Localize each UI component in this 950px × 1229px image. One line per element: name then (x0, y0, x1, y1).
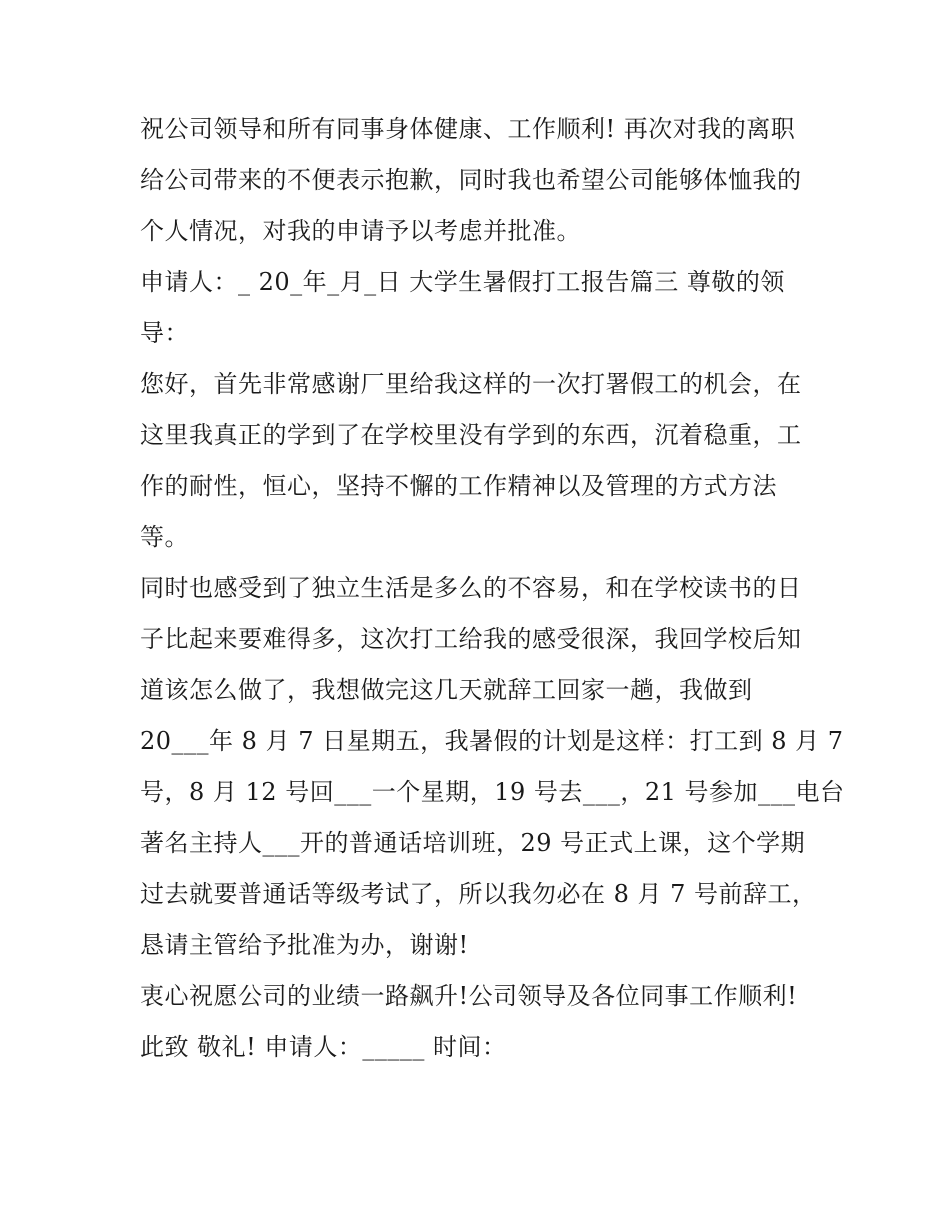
text-line-18: 衷心祝愿公司的业绩一路飙升!公司领导及各位同事工作顺利! (140, 982, 798, 1010)
text-line-14: 号，8 月 12 号回___一个星期，19 号去___，21 号参加___电台 (140, 778, 845, 806)
text-line-2: 给公司带来的不便表示抱歉，同时我也希望公司能够体恤我的 (140, 166, 802, 194)
text-line-13: 20___年 8 月 7 日星期五，我暑假的计划是这样：打工到 8 月 7 (140, 727, 844, 755)
text-line-3: 个人情况，对我的申请予以考虑并批准。 (140, 217, 581, 245)
text-line-11: 子比起来要难得多，这次打工给我的感受很深，我回学校后知 (140, 625, 802, 653)
text-line-8: 作的耐性，恒心，坚持不懈的工作精神以及管理的方式方法 (140, 472, 777, 500)
text-line-9: 等。 (140, 523, 189, 551)
text-line-5: 导： (140, 319, 189, 347)
text-line-7: 这里我真正的学到了在学校里没有学到的东西，沉着稳重，工 (140, 421, 802, 449)
text-line-6: 您好，首先非常感谢厂里给我这样的一次打署假工的机会，在 (140, 370, 802, 398)
text-line-15: 著名主持人___开的普通话培训班，29 号正式上课，这个学期 (140, 829, 806, 857)
text-line-12: 道该怎么做了，我想做完这几天就辞工回家一趟，我做到 (140, 676, 753, 704)
text-line-17: 恳请主管给予批准为办，谢谢! (140, 931, 469, 959)
text-line-19: 此致 敬礼! 申请人：_____ 时间： (140, 1033, 507, 1061)
text-line-16: 过去就要普通话等级考试了，所以我勿必在 8 月 7 号前辞工， (140, 880, 817, 908)
text-line-10: 同时也感受到了独立生活是多么的不容易，和在学校读书的日 (140, 574, 802, 602)
text-line-4: 申请人：_ 20_年_月_日 大学生暑假打工报告篇三 尊敬的领 (140, 268, 785, 296)
document-body (140, 104, 845, 1073)
text-line-1: 祝公司领导和所有同事身体健康、工作顺利! 再次对我的离职 (140, 115, 796, 143)
